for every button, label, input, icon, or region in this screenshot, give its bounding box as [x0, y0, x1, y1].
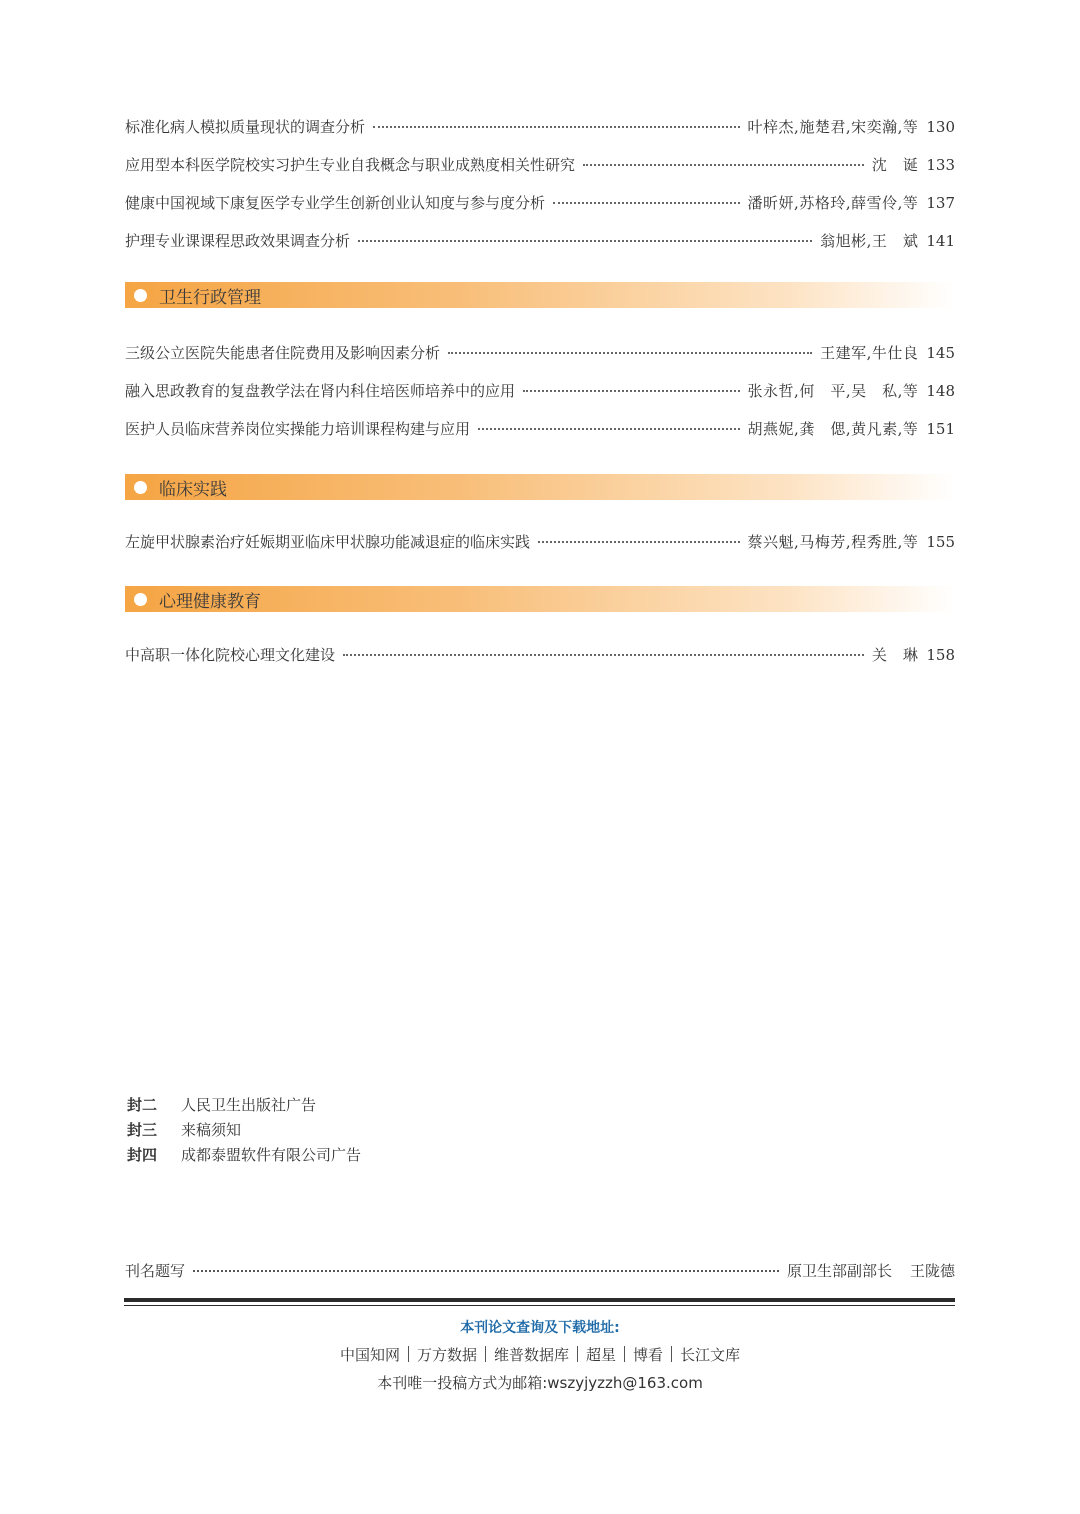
entry-page: 130 — [926, 118, 955, 136]
submission-email: 本刊唯一投稿方式为邮箱:wszyjyzzh@163.com — [377, 1374, 703, 1392]
dot-leader — [358, 239, 812, 242]
entry-page: 148 — [926, 382, 955, 400]
entry-authors: 张永哲,何 平,吴 私,等 — [747, 382, 919, 400]
separator — [408, 1346, 409, 1362]
entry-page: 137 — [926, 194, 955, 212]
entry-authors: 胡燕妮,龚 偲,黄凡素,等 — [747, 420, 919, 438]
dot-leader — [343, 653, 864, 656]
toc-entry[interactable] — [125, 416, 955, 442]
entry-authors: 叶梓杰,施楚君,宋奕瀚,等 — [747, 118, 919, 136]
section-header — [125, 474, 955, 500]
entry-title: 医护人员临床营养岗位实操能力培训课程构建与应用 — [125, 420, 471, 438]
cover-key: 封三 — [127, 1121, 158, 1139]
cover-item — [127, 1144, 361, 1166]
bullet-dot-icon — [134, 593, 147, 606]
toc-entry[interactable] — [125, 340, 955, 366]
entry-authors: 蔡兴魁,马梅芳,程秀胜,等 — [747, 533, 919, 551]
database-item: 维普数据库 — [493, 1346, 569, 1364]
dot-leader — [523, 389, 740, 392]
calligraphy-label: 刊名题写 — [125, 1262, 186, 1280]
entry-authors: 潘昕妍,苏格玲,薛雪伶,等 — [747, 194, 919, 212]
dot-leader — [193, 1270, 779, 1272]
dot-leader — [478, 427, 740, 430]
entry-title: 中高职一体化院校心理文化建设 — [125, 646, 336, 664]
dot-leader — [448, 351, 812, 354]
dot-leader — [373, 125, 740, 128]
entry-title: 应用型本科医学院校实习护生专业自我概念与职业成熟度相关性研究 — [125, 156, 576, 174]
bullet-dot-icon — [134, 481, 147, 494]
separator — [624, 1346, 625, 1362]
toc-entry[interactable] — [125, 378, 955, 404]
toc-entry[interactable] — [125, 190, 955, 216]
section-header — [125, 586, 955, 612]
database-item: 长江文库 — [680, 1346, 741, 1364]
dot-leader — [553, 201, 740, 204]
toc-entry[interactable] — [125, 228, 955, 254]
cover-value: 人民卫生出版社广告 — [181, 1096, 317, 1114]
footer-divider-thick — [124, 1298, 955, 1302]
database-item: 中国知网 — [339, 1346, 400, 1364]
calligraphy-role: 原卫生部副部长 — [786, 1262, 892, 1280]
footer-divider-thin — [124, 1305, 955, 1306]
toc-entry[interactable] — [125, 529, 955, 555]
calligraphy-credit — [125, 1259, 955, 1283]
separator — [485, 1346, 486, 1362]
database-item: 博看 — [633, 1346, 664, 1364]
database-item: 万方数据 — [416, 1346, 477, 1364]
section-header — [125, 282, 955, 308]
entry-title: 三级公立医院失能患者住院费用及影响因素分析 — [125, 344, 441, 362]
dot-leader — [583, 163, 864, 166]
entry-page: 158 — [926, 646, 955, 664]
entry-page: 151 — [926, 420, 955, 438]
toc-entry[interactable] — [125, 114, 955, 140]
entry-page: 133 — [926, 156, 955, 174]
toc-entry[interactable] — [125, 152, 955, 178]
cover-value: 成都泰盟软件有限公司广告 — [181, 1146, 362, 1164]
cover-item — [127, 1094, 316, 1116]
cover-key: 封二 — [127, 1096, 158, 1114]
database-item: 超星 — [586, 1346, 617, 1364]
entry-title: 健康中国视域下康复医学专业学生创新创业认知度与参与度分析 — [125, 194, 546, 212]
toc-entry[interactable] — [125, 642, 955, 668]
section-title: 卫生行政管理 — [159, 287, 261, 308]
entry-authors: 沈 诞 — [871, 156, 919, 174]
entry-authors: 关 琳 — [871, 646, 919, 664]
cover-key: 封四 — [127, 1146, 158, 1164]
entry-title: 左旋甲状腺素治疗妊娠期亚临床甲状腺功能减退症的临床实践 — [125, 533, 531, 551]
entry-title: 护理专业课课程思政效果调查分析 — [125, 232, 351, 250]
calligraphy-name: 王陇德 — [909, 1262, 955, 1280]
section-title: 临床实践 — [159, 479, 227, 500]
dot-leader — [538, 540, 740, 543]
section-title: 心理健康教育 — [159, 591, 261, 612]
database-list — [0, 1344, 1080, 1366]
separator — [671, 1346, 672, 1362]
entry-authors: 翁旭彬,王 斌 — [820, 232, 919, 250]
cover-value: 来稿须知 — [181, 1121, 242, 1139]
entry-title: 标准化病人模拟质量现状的调查分析 — [125, 118, 366, 136]
entry-title: 融入思政教育的复盘教学法在肾内科住培医师培养中的应用 — [125, 382, 516, 400]
entry-page: 155 — [926, 533, 955, 551]
entry-page: 141 — [926, 232, 955, 250]
entry-page: 145 — [926, 344, 955, 362]
footer-heading: 本刊论文查询及下载地址: — [460, 1320, 620, 1336]
bullet-dot-icon — [134, 289, 147, 302]
cover-item — [127, 1119, 241, 1141]
entry-authors: 王建军,牛仕良 — [820, 344, 919, 362]
separator — [577, 1346, 578, 1362]
